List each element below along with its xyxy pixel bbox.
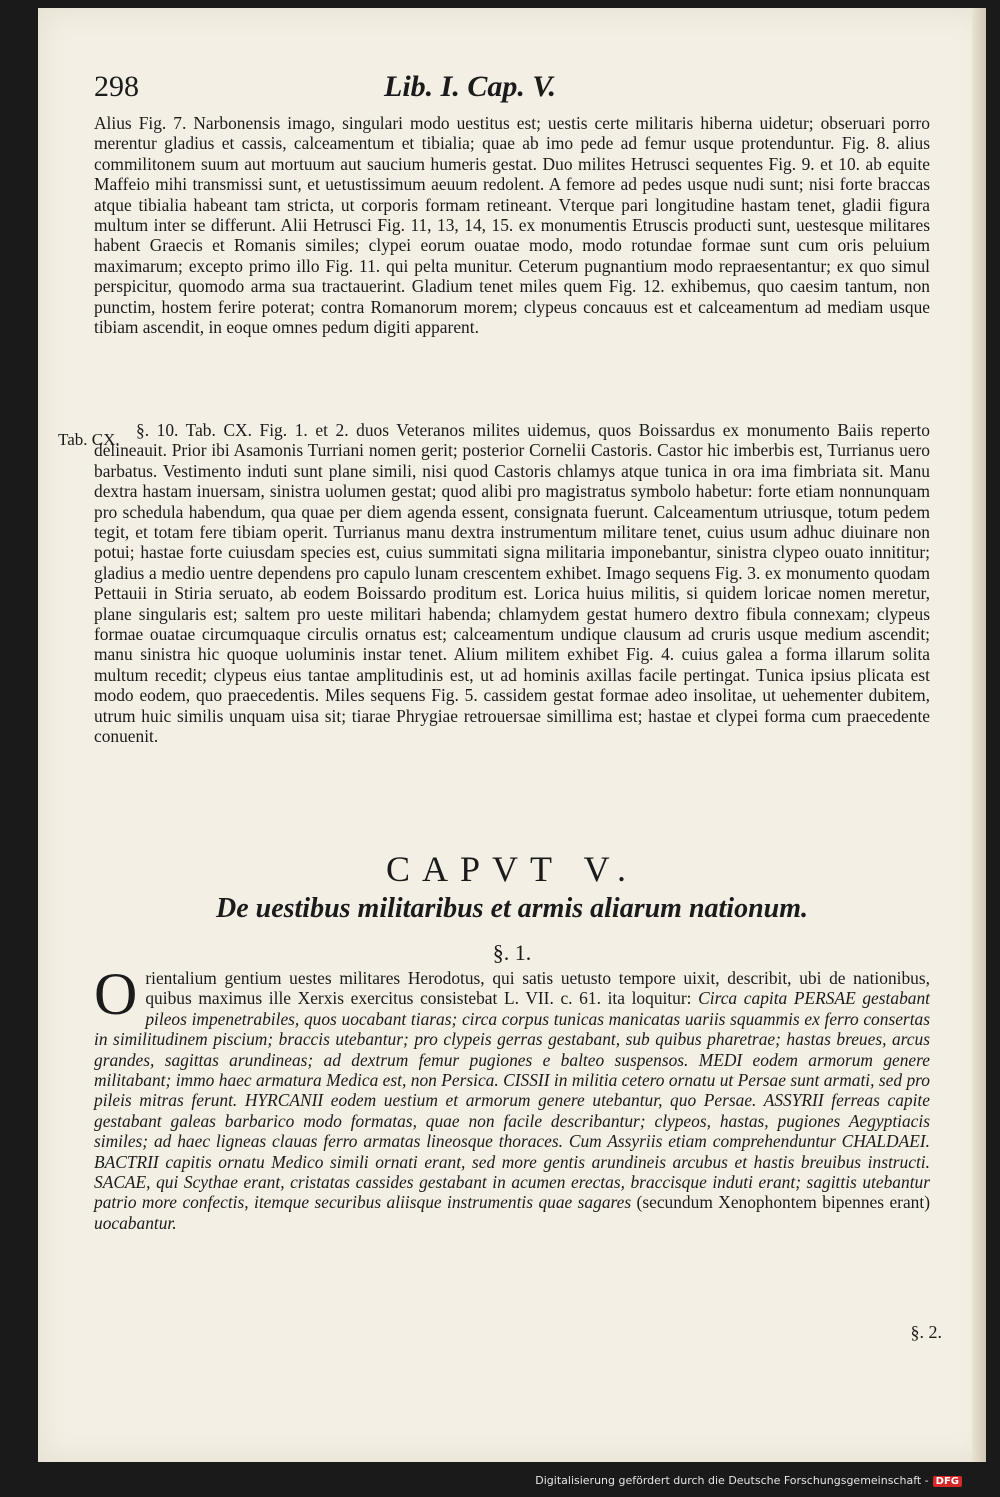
paragraph-3-tail: (secundum Xenophontem bipennes erant) bbox=[636, 1192, 930, 1213]
paragraph-2 bbox=[94, 420, 930, 747]
page-edge bbox=[972, 8, 986, 1462]
drop-cap: O bbox=[94, 961, 138, 1027]
footer-credit bbox=[535, 1474, 962, 1487]
chapter-title: CAPVT V. bbox=[385, 849, 639, 889]
margin-note: Tab. CX. bbox=[58, 430, 120, 449]
paragraph-3-quote: Circa capita PERSAE gestabant pileos impenetrabiles, quos uocabant tiaras; circa corpus tunicas manicatas uariis squammis ex ferro consertas in similitudinem piscium; braccis utebantur; pro clypeis gerras gestabant, sub quibus pharetrae; hastas breues, arcus grandes, sagittas arundineas; ad dextrum femur pugiones e balteo suspensos. MEDI eodem armorum genere militabant; immo haec armatura Medica est, non Persica. CISSII in militia cetero ornatu ut Persae sunt armati, sed pro pileis mitras ferunt. HYRCANII eodem uestium et armorum genere utebantur, quo Persae. ASSYRII ferreas capite gestabant galeas barbarico modo formatas, quae non facile describantur; clypeos, hastas, pugiones Aegyptiacis similes; ad haec ligneas clauas ferro armatas lineosque thoraces. Cum Assyriis etiam comprehenduntur CHALDAEI. BACTRII capitis ornatu Medico simili ornati erant, sed more gentis arundineis arcubus et hastis breuibus instructi. SACAE, qui Scythae erant, cristatas cassides gestabant in acumen erectas, braccisque induti erant; sagittis utebantur patrio more confectis, itemque securibus aliisque instrumentis quae sagares bbox=[94, 988, 930, 1213]
paragraph-1 bbox=[94, 113, 930, 337]
footer-bar bbox=[0, 1466, 1000, 1497]
paragraph-3 bbox=[94, 961, 930, 1233]
catchword: §. 2. bbox=[910, 1322, 942, 1342]
paragraph-3-end: uocabantur. bbox=[94, 1212, 177, 1233]
paragraph-2-text: §. 10. Tab. CX. Fig. 1. et 2. duos Veteranos milites uidemus, quos Boissardus ex monumento Baiis reperto delineauit. Prior ibi Asamonis Turriani nomen gerit; posterior Cornelii Castoris. Castor hic imberbis est, Turrianus uero barbatus. Vestimento induti sunt plane simili, nisi quod Castoris chlamys atque tunica in ora ima fimbriata sit. Manu dextra hastam inuersam, sinistra uolumen gestat; quod alibi pro magistratus symbolo habetur: forte etiam nonnunquam pro schedula habendum, qua quae per diem agenda essent, consignata fuerunt. Calceamentum utriusque, totum pedem tegit, et totam fere tibiam operit. Turrianus manu dextra instrumentum militare tenet, cuius usum adhuc diuinare non potui; hastae forte cuiusdam species est, cuius summitati signa militaria imponebantur, sinistra clypeo ouato innititur; gladius a medio uentre dependens pro capulo lunam crescentem exhibet. Imago sequens Fig. 3. ex monumento quodam Pettauii in Stiria seruato, ab eodem Boissardo proditum est. Lorica huius militis, si quidem loricae nomen meretur, plane singularis est; saltem pro ueste militari habenda; chlamydem gestat humero dextro fibula connexam; clypeus formae ouatae circumquaque circulis ornatus est; calceamentum undique clausum ad cruris usque medium ascendit; manu sinistra hic quoque uoluminis instar tenet. Alium militem exhibet Fig. 4. cuius galea a forma illarum solita multum recedit; clypeus eius tantae amplitudinis est, ut ad hominis axillas facile pertingat. Tunica ipsius plicata est modo eodem, quo praecedentis. Miles sequens Fig. 5. cassidem gestat formae adeo insolitae, ut uehementer dubitem, utrum huic similis unquam uisa sit; tiarae Phrygiae retrouersae simillima est; hastae et clypei forma cum praecedente conuenit. bbox=[94, 420, 930, 747]
chapter-subtitle: De uestibus militaribus et armis aliarum nationum. bbox=[215, 893, 809, 924]
page-header bbox=[94, 70, 930, 110]
section-mark: §. 1. bbox=[492, 940, 532, 965]
footer-text: Digitalisierung gefördert durch die Deutsche Forschungsgemeinschaft - bbox=[535, 1474, 929, 1487]
paragraph-1-text: Alius Fig. 7. Narbonensis imago, singulari modo uestitus est; uestis certe militaris hiberna uidetur; obseruari porro merentur gladius et cassis, calceamentum et tibialia; quae ab imo pede ad femur usque protenduntur. Fig. 8. alius commilitonem suum aut mortuum aut saucium humeris gestat. Duo milites Hetrusci sequentes Fig. 9. et 10. ab equite Maffeio mihi transmissi sunt, et uetustissimum aeuum redolent. A femore ad pedes usque nudi sunt; nisi forte braccas atque tibialia habeant tam stricta, ut corporis formam retineant. Vterque pari longitudine hastam tenet, gladii figura multum inter se differunt. Alii Hetrusci Fig. 11, 13, 14, 15. ex monumentis Etruscis producti sunt, uestesque militares habent Graecis et Romanis similes; clypei eorum ouatae modo, modo rotundae formae sunt cum oris peluium maximarum; excepto primo illo Fig. 11. qui pelta munitur. Ceterum pugnantium modo repraesentantur; ex quo simul perspicitur, quomodo arma sua tractauerint. Gladium tenet miles quem Fig. 12. exhibemus, quo caesim tantum, non punctim, hostem ferire poterat; contra Romanorum morem; clypeus concauus est et calceamentum ad mediam usque tibiam ascendit, in eoque omnes pedum digiti apparent. bbox=[94, 113, 930, 338]
running-head: Lib. I. Cap. V. bbox=[384, 70, 556, 103]
paragraph-3-intro: rientalium gentium uestes militares Herodotus, qui satis uetusto tempore uixit, describit, ubi de nationibus, quibus maximus ille Xerxis exercitus consistebat L. VII. c. 61. ita loquitur: bbox=[145, 968, 930, 1009]
page-number: 298 bbox=[94, 70, 139, 103]
dfg-logo: DFG bbox=[933, 1476, 962, 1487]
